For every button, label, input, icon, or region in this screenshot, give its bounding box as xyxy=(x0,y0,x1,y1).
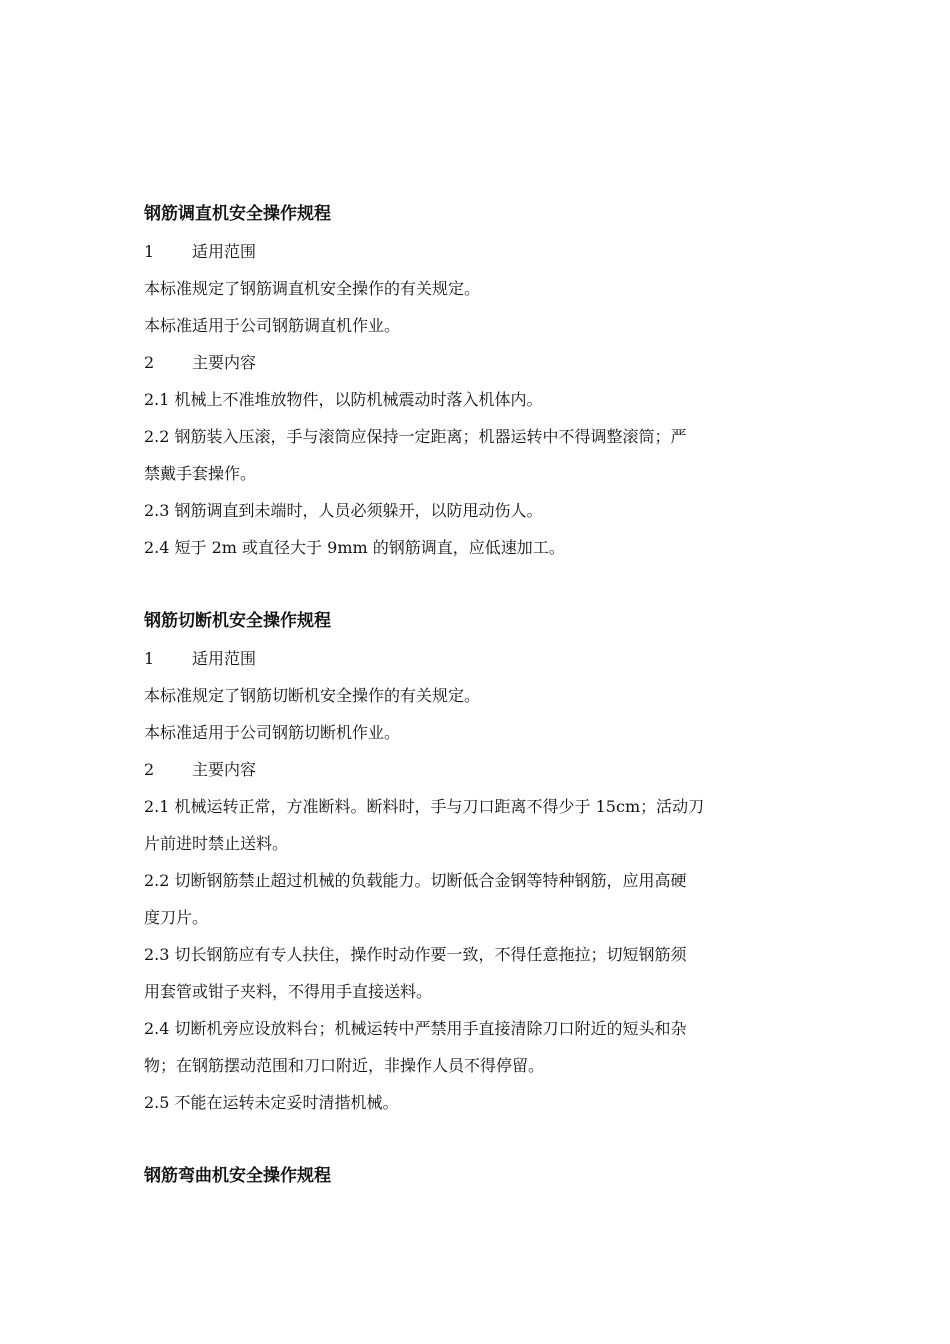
section-heading-scope xyxy=(144,233,816,270)
paragraph-line: 本标准适用于公司钢筋调直机作业。 xyxy=(144,316,401,335)
section-title: 钢筋调直机安全操作规程 xyxy=(144,204,331,224)
paragraph-line: 2.2 钢筋装入压滚，手与滚筒应保持一定距离；机器运转中不得调整滚筒；严 xyxy=(144,427,687,446)
paragraph-line: 禁戴手套操作。 xyxy=(144,464,257,483)
heading-number: 2 xyxy=(144,760,155,779)
heading-number: 1 xyxy=(144,649,155,668)
heading-text: 主要内容 xyxy=(192,353,257,372)
paragraph-line: 本标准适用于公司钢筋切断机作业。 xyxy=(144,723,401,742)
paragraph-line: 2.5 不能在运转未定妥时清揩机械。 xyxy=(144,1093,399,1112)
heading-text: 主要内容 xyxy=(192,760,257,779)
section-spacer xyxy=(144,566,816,603)
section-heading-scope xyxy=(144,640,816,677)
paragraph-line: 本标准规定了钢筋切断机安全操作的有关规定。 xyxy=(144,686,481,705)
paragraph-line: 2.4 切断机旁应设放料台；机械运转中严禁用手直接清除刀口附近的短头和杂 xyxy=(144,1019,687,1038)
paragraph-line: 用套管或钳子夹料，不得用手直接送料。 xyxy=(144,982,433,1001)
paragraph-line: 2.4 短于 2m 或直径大于 9mm 的钢筋调直，应低速加工。 xyxy=(144,538,565,557)
paragraph-line: 2.3 切长钢筋应有专人扶住，操作时动作要一致，不得任意拖拉；切短钢筋须 xyxy=(144,945,687,964)
paragraph-line: 2.1 机械运转正常，方准断料。断料时，手与刀口距离不得少于 15cm；活动刀 xyxy=(144,797,705,816)
heading-number: 1 xyxy=(144,242,155,261)
section-spacer xyxy=(144,1121,816,1158)
section-heading-content xyxy=(144,344,816,381)
heading-text: 适用范围 xyxy=(192,242,257,261)
section-title: 钢筋弯曲机安全操作规程 xyxy=(144,1166,331,1186)
heading-number: 2 xyxy=(144,353,155,372)
section-heading-content xyxy=(144,751,816,788)
paragraph-line: 物；在钢筋摆动范围和刀口附近，非操作人员不得停留。 xyxy=(144,1056,545,1075)
heading-text: 适用范围 xyxy=(192,649,257,668)
paragraph-line: 2.3 钢筋调直到未端时，人员必须躲开，以防甩动伤人。 xyxy=(144,501,543,520)
paragraph-line: 本标准规定了钢筋调直机安全操作的有关规定。 xyxy=(144,279,481,298)
paragraph-line: 2.1 机械上不准堆放物件，以防机械震动时落入机体内。 xyxy=(144,390,543,409)
paragraph-line: 片前进时禁止送料。 xyxy=(144,834,289,853)
section-title: 钢筋切断机安全操作规程 xyxy=(144,611,331,631)
document-content xyxy=(144,196,816,1195)
paragraph-line: 度刀片。 xyxy=(144,908,209,927)
paragraph-line: 2.2 切断钢筋禁止超过机械的负载能力。切断低合金钢等特种钢筋，应用高硬 xyxy=(144,871,687,890)
